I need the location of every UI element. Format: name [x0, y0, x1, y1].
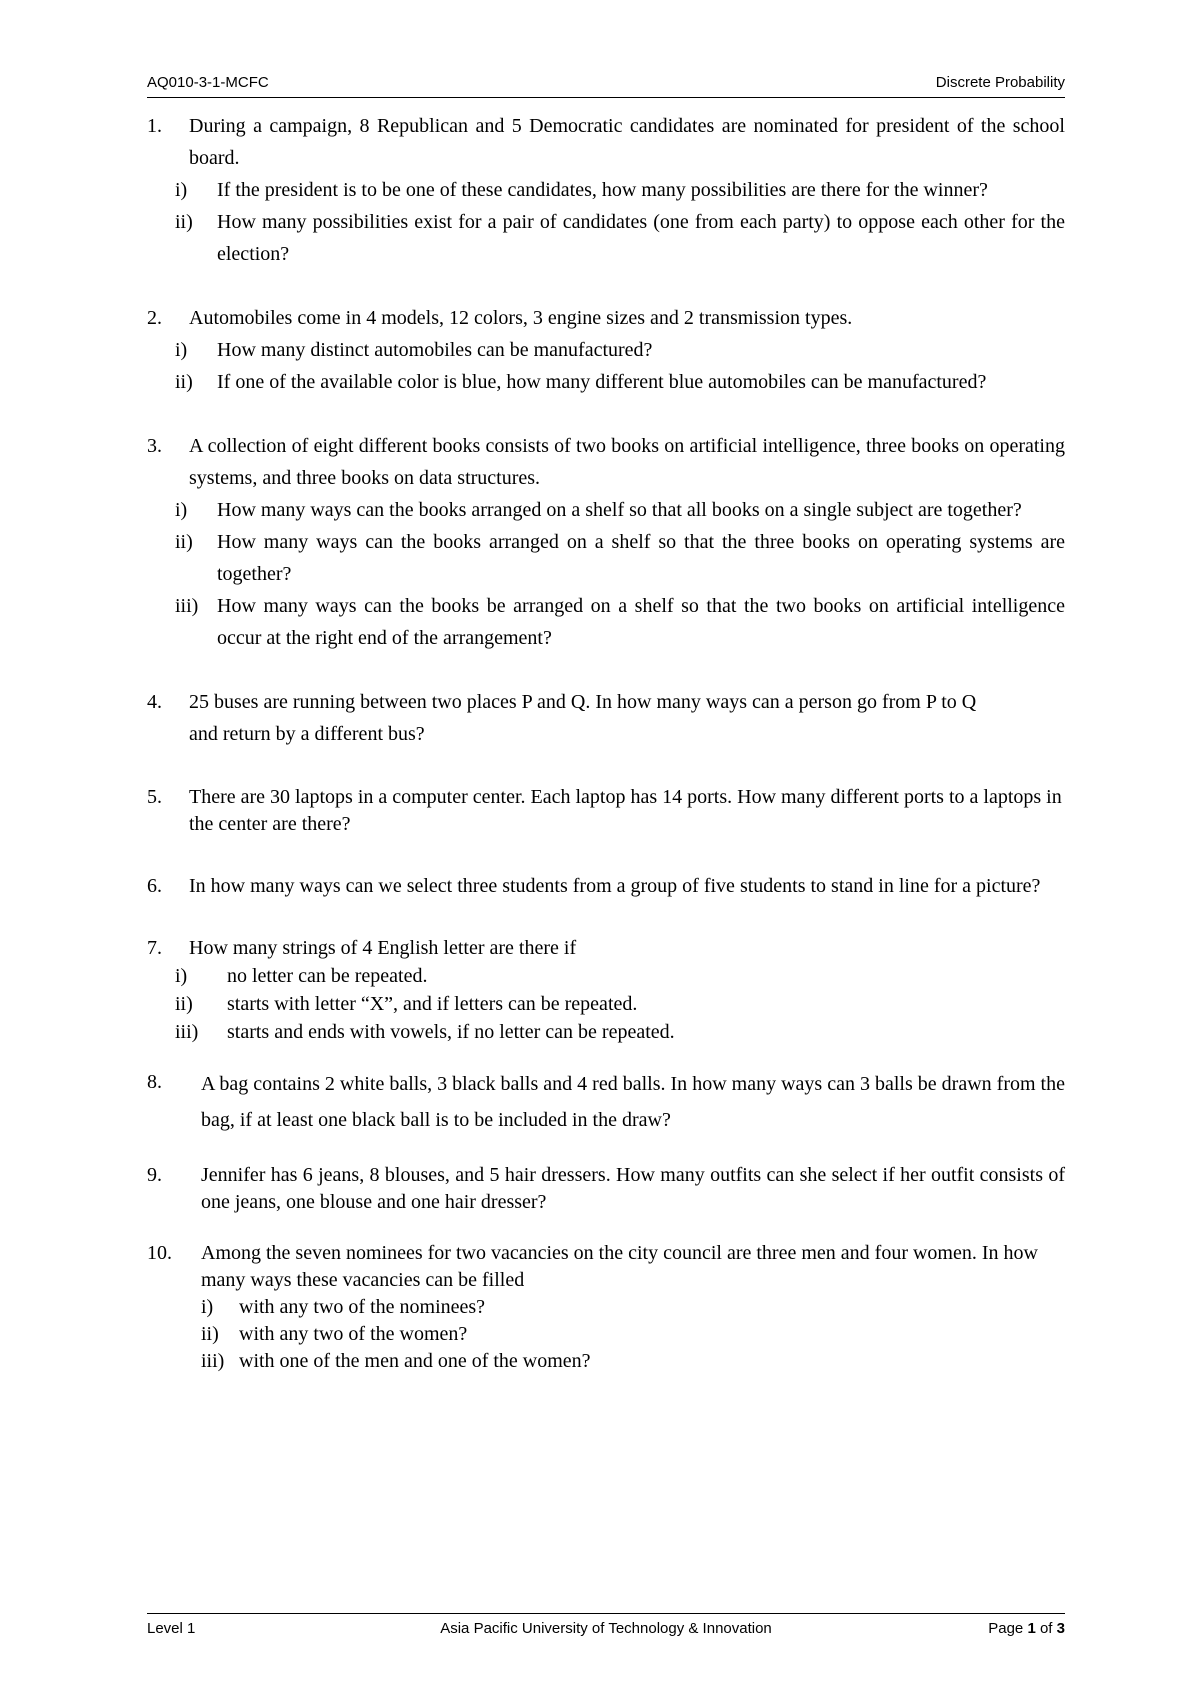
question-number: 9. — [147, 1164, 162, 1186]
sub-question — [147, 334, 1065, 366]
question-number: 2. — [147, 307, 162, 329]
institution-name: Asia Pacific University of Technology & Innovation — [440, 1620, 772, 1637]
sub-question-label: ii) — [175, 371, 193, 393]
sub-question — [147, 206, 1065, 270]
question-list — [147, 110, 1065, 1375]
sub-question-text: How many distinct automobiles can be manufactured? — [217, 339, 653, 361]
sub-question — [147, 174, 1065, 206]
question-9 — [147, 1162, 1065, 1216]
question-stem: 25 buses are running between two places P and Q. In how many ways can a person go from P to Q and return by a different bus? — [189, 691, 977, 745]
question-5 — [147, 784, 1065, 838]
question-stem: During a campaign, 8 Republican and 5 Democratic candidates are nominated for president of the school board. — [189, 115, 1065, 169]
of-word: of — [1039, 1620, 1053, 1637]
sub-question — [147, 1294, 1065, 1321]
question-number: 10. — [147, 1242, 172, 1264]
sub-question-label: iii) — [175, 595, 199, 617]
sub-question-text: with one of the men and one of the women? — [239, 1350, 591, 1372]
question-stem: Jennifer has 6 jeans, 8 blouses, and 5 hair dressers. How many outfits can she select if her outfit consists of one jeans, one blouse and one hair dresser? — [201, 1164, 1065, 1213]
question-number: 7. — [147, 937, 162, 959]
total-pages: 3 — [1056, 1620, 1065, 1637]
footer-divider — [147, 1613, 1065, 1614]
question-10 — [147, 1240, 1065, 1375]
question-1 — [147, 110, 1065, 270]
question-6 — [147, 870, 1065, 902]
sub-question — [147, 1321, 1065, 1348]
question-number: 4. — [147, 691, 162, 713]
question-4 — [147, 686, 1065, 750]
question-stem: A bag contains 2 white balls, 3 black balls and 4 red balls. In how many ways can 3 balls be drawn from the bag, if at least one black ball is to be included in the draw? — [201, 1073, 1065, 1131]
sub-question-label: iii) — [175, 1021, 199, 1043]
sub-question — [147, 366, 1065, 398]
sub-question-label: i) — [175, 965, 188, 987]
sub-question — [147, 990, 1065, 1018]
sub-question-label: i) — [175, 499, 188, 521]
sub-question — [147, 1348, 1065, 1375]
sub-question — [147, 526, 1065, 590]
question-2 — [147, 302, 1065, 398]
question-stem: A collection of eight different books consists of two books on artificial intelligence, three books on operating systems, and three books on data structures. — [189, 435, 1065, 489]
sub-question-text: with any two of the nominees? — [239, 1296, 486, 1318]
sub-question-text: starts and ends with vowels, if no letter can be repeated. — [227, 1021, 675, 1043]
sub-question-text: How many ways can the books arranged on a shelf so that the three books on operating systems are together? — [217, 531, 1065, 585]
question-stem: Among the seven nominees for two vacancies on the city council are three men and four women. In how many ways these vacancies can be filled — [201, 1242, 1038, 1291]
sub-question-label: ii) — [175, 531, 193, 553]
question-number: 5. — [147, 786, 162, 808]
page-indicator — [988, 1620, 1065, 1637]
question-8 — [147, 1066, 1065, 1138]
sub-question-label: iii) — [201, 1350, 225, 1372]
sub-question-text: If the president is to be one of these candidates, how many possibilities are there for the winner? — [217, 179, 988, 201]
question-number: 1. — [147, 115, 162, 137]
sub-question — [147, 590, 1065, 654]
sub-question-label: i) — [175, 179, 188, 201]
course-code: AQ010-3-1-MCFC — [147, 74, 269, 91]
sub-question-text: How many ways can the books arranged on a shelf so that all books on a single subject are together? — [217, 499, 1022, 521]
document-topic: Discrete Probability — [935, 74, 1065, 91]
page-word: Page — [988, 1620, 1024, 1637]
question-stem: There are 30 laptops in a computer center. Each laptop has 14 ports. How many different ports to a laptops in the center are there? — [189, 786, 1062, 835]
sub-question — [147, 1018, 1065, 1046]
question-stem: In how many ways can we select three students from a group of five students to stand in line for a picture? — [189, 875, 1041, 897]
question-3 — [147, 430, 1065, 654]
sub-question-label: i) — [201, 1296, 214, 1318]
question-number: 3. — [147, 435, 162, 457]
course-level: Level 1 — [147, 1620, 196, 1637]
question-stem: Automobiles come in 4 models, 12 colors, 3 engine sizes and 2 transmission types. — [189, 307, 853, 329]
current-page: 1 — [1027, 1620, 1036, 1637]
sub-question-text: no letter can be repeated. — [227, 965, 428, 987]
sub-question-label: i) — [175, 339, 188, 361]
question-number: 6. — [147, 875, 162, 897]
sub-question-text: with any two of the women? — [239, 1323, 468, 1345]
sub-question-text: How many ways can the books be arranged on a shelf so that the two books on artificial intelligence occur at the right end of the arrangement? — [217, 595, 1065, 649]
sub-question-label: ii) — [201, 1323, 219, 1345]
sub-question-text: starts with letter “X”, and if letters can be repeated. — [227, 993, 638, 1015]
sub-question-text: If one of the available color is blue, how many different blue automobiles can be manufactured? — [217, 371, 987, 393]
sub-question — [147, 962, 1065, 990]
header-divider — [147, 97, 1065, 98]
sub-question-label: ii) — [175, 211, 193, 233]
sub-question-text: How many possibilities exist for a pair of candidates (one from each party) to oppose each other for the election? — [217, 211, 1065, 265]
sub-question — [147, 494, 1065, 526]
question-stem: How many strings of 4 English letter are there if — [189, 937, 577, 959]
question-7 — [147, 934, 1065, 1046]
question-number: 8. — [147, 1071, 162, 1093]
sub-question-label: ii) — [175, 993, 193, 1015]
